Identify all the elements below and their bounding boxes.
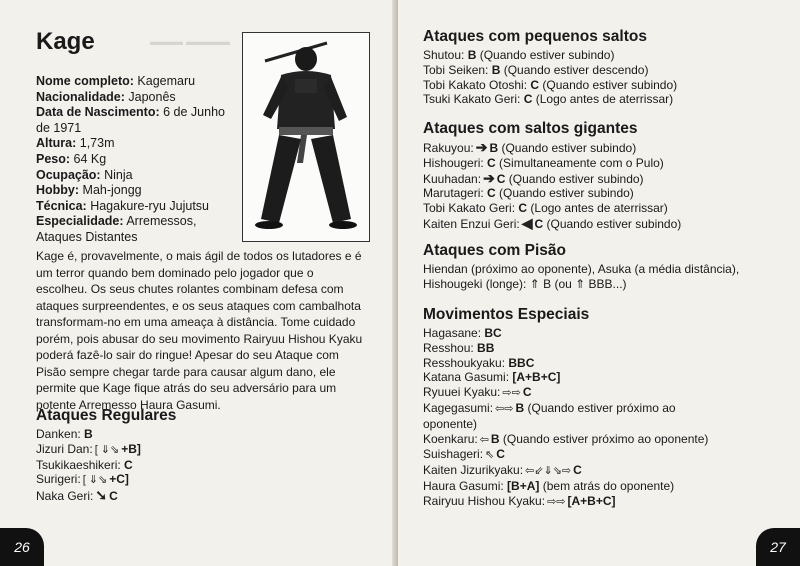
character-photo bbox=[242, 32, 370, 242]
move-note: (Quando estiver próximo ao oponente) bbox=[499, 431, 709, 446]
right-page bbox=[398, 0, 800, 566]
move-item bbox=[423, 171, 793, 187]
button-command: C bbox=[523, 92, 533, 107]
move-item bbox=[423, 479, 793, 494]
left-page bbox=[0, 0, 397, 566]
move-item bbox=[36, 458, 366, 473]
direction-arrow-icon: [ ⇓⇘ bbox=[82, 474, 108, 487]
button-command: BC bbox=[484, 326, 502, 340]
button-command: +B] bbox=[121, 441, 141, 456]
move-item bbox=[423, 92, 793, 107]
profile-row bbox=[36, 199, 242, 215]
profile-row bbox=[36, 74, 242, 90]
stomp-section bbox=[423, 242, 793, 292]
direction-arrow-icon: ◀ bbox=[521, 214, 533, 231]
move-item bbox=[423, 385, 793, 401]
move-list bbox=[423, 140, 793, 232]
button-command: B bbox=[489, 141, 499, 155]
direction-arrow-icon: ➔ bbox=[483, 169, 495, 186]
profile-label: Hobby: bbox=[36, 183, 80, 198]
direction-arrow-icon: ⇦ bbox=[479, 433, 489, 446]
profile-label: Data de Nascimento: bbox=[36, 105, 160, 120]
move-name: Haura Gasumi: bbox=[423, 478, 504, 493]
character-bio: Kage é, provavelmente, o mais ágil de todos os lutadores e é um terror quando bem dominado pelo jogador que o escolheu. Os seus chutes rolantes combinam defesa com ataques surpreendentes, e os seus ataques com cambalhota transformam-no em uma ameaça à distância. Tome cuidado porém, pois abusar do seu movimento Rairyuu Hishou Kyaku poderá fazê-lo sair do ringue! Apesar do seu Ataque com Pisão sempre chegar tarde para causar algum dano, ele permite que Kage fique atrás do seu adversário para um potente Arremesso Haura Gasumi. bbox=[36, 249, 363, 412]
move-note: (Quando estiver subindo) bbox=[539, 77, 678, 92]
move-item bbox=[423, 401, 793, 417]
move-item bbox=[423, 78, 793, 93]
button-command: B bbox=[515, 400, 525, 415]
button-command: C bbox=[109, 489, 118, 504]
move-item bbox=[423, 326, 793, 341]
profile-row bbox=[36, 168, 242, 184]
move-name: Kaiten Jizurikyaku: bbox=[423, 463, 524, 478]
profile-label: Altura: bbox=[36, 136, 77, 151]
profile-value: 64 Kg bbox=[70, 151, 107, 166]
section-heading: Ataques com pequenos saltos bbox=[423, 28, 647, 45]
move-name: Rairyuu Hishou Kyaku: bbox=[423, 493, 546, 508]
move-item bbox=[36, 427, 366, 442]
profile-value: Japonês bbox=[124, 89, 176, 104]
move-note: (Quando estiver subindo) bbox=[498, 141, 637, 155]
move-item bbox=[423, 186, 793, 201]
profile-row bbox=[36, 152, 242, 168]
profile-row bbox=[36, 90, 242, 106]
move-name: Marutageri: bbox=[423, 186, 484, 201]
move-note: (Logo antes de aterrissar) bbox=[527, 201, 668, 216]
move-item bbox=[423, 417, 793, 432]
profile-details bbox=[36, 74, 242, 246]
button-command: B bbox=[84, 427, 93, 441]
stomp-line: Hishougeki (longe): ⇑ B (ou ⇑ BBB...) bbox=[423, 276, 627, 291]
move-name: Tsuki Kakato Geri: bbox=[423, 92, 521, 107]
character-name: Kage bbox=[36, 28, 95, 55]
move-name: Koenkaru: bbox=[423, 431, 478, 446]
move-item bbox=[423, 63, 793, 78]
bleed-through-text: ▬▬▬ ▬▬▬▬ bbox=[150, 36, 231, 48]
button-command: C bbox=[496, 447, 505, 462]
move-name: Tsukikaeshikeri: bbox=[36, 457, 121, 472]
move-name: Suishageri: bbox=[423, 447, 484, 462]
special-moves-section bbox=[423, 306, 793, 510]
button-command: BBC bbox=[508, 355, 535, 370]
move-name: Hishougeri: bbox=[423, 155, 484, 170]
move-note: (Quando estiver próximo ao bbox=[524, 400, 676, 415]
button-command: B bbox=[491, 62, 501, 77]
move-name: Surigeri: bbox=[36, 472, 81, 487]
button-command: C bbox=[487, 155, 496, 170]
page-number: 26 bbox=[0, 528, 44, 566]
direction-arrow-icon: ➔ bbox=[475, 139, 488, 155]
move-list bbox=[423, 48, 793, 107]
button-command: [A+B+C] bbox=[567, 493, 616, 508]
stomp-lines bbox=[423, 262, 793, 292]
page-number: 27 bbox=[756, 528, 800, 566]
move-item bbox=[423, 356, 793, 371]
button-command: C bbox=[487, 186, 496, 201]
button-command: BB bbox=[477, 340, 495, 355]
section-heading: Ataques com Pisão bbox=[423, 242, 566, 259]
move-item bbox=[423, 156, 793, 171]
profile-row bbox=[36, 105, 242, 136]
move-name: Kuuhadan: bbox=[423, 171, 482, 186]
move-name: Resshoukyaku: bbox=[423, 355, 506, 370]
profile-row bbox=[36, 183, 242, 199]
button-command: C bbox=[124, 457, 133, 472]
move-item bbox=[423, 494, 793, 510]
move-item bbox=[36, 488, 366, 504]
direction-arrow-icon: ⇨⇨ bbox=[502, 387, 521, 400]
move-name: Kaiten Enzui Geri: bbox=[423, 216, 520, 231]
move-item bbox=[423, 432, 793, 448]
move-name: Tobi Kakato Otoshi: bbox=[423, 77, 528, 92]
profile-label: Peso: bbox=[36, 151, 71, 166]
move-item bbox=[36, 472, 366, 488]
profile-value: Arremessos, Ataques Distantes bbox=[36, 214, 197, 244]
move-name: Naka Geri: bbox=[36, 489, 94, 504]
button-command: [B+A] bbox=[507, 478, 540, 493]
direction-arrow-icon: ⇦⇙⇓⇘⇨ bbox=[525, 465, 572, 478]
profile-label: Técnica: bbox=[36, 198, 87, 213]
profile-value: Ninja bbox=[100, 167, 133, 182]
move-name: Tobi Seiken: bbox=[423, 62, 489, 77]
move-name: Jizuri Dan: bbox=[36, 441, 93, 456]
move-list bbox=[423, 326, 793, 510]
move-item bbox=[423, 140, 793, 156]
ninja-figure-image bbox=[243, 33, 369, 241]
profile-label: Nome completo: bbox=[36, 74, 134, 88]
small-jumps-section bbox=[423, 28, 793, 107]
move-name: Rakuyou: bbox=[423, 141, 474, 155]
profile-value: Hagakure-ryu Jujutsu bbox=[86, 198, 209, 213]
move-name: Danken: bbox=[36, 427, 81, 441]
move-name: Resshou: bbox=[423, 340, 474, 355]
move-name: Shutou: bbox=[423, 48, 465, 62]
profile-label: Ocupação: bbox=[36, 167, 101, 182]
move-item bbox=[423, 463, 793, 479]
section-heading: Movimentos Especiais bbox=[423, 306, 590, 323]
big-jumps-section bbox=[423, 120, 793, 232]
move-list bbox=[36, 427, 366, 504]
button-command: B bbox=[490, 431, 500, 446]
move-note: (Quando estiver subindo) bbox=[505, 171, 644, 186]
button-command: C bbox=[518, 201, 528, 216]
stomp-line: Hiendan (próximo ao oponente), Asuka (a média distância), bbox=[423, 262, 740, 276]
move-name: Hagasane: bbox=[423, 326, 482, 340]
move-item bbox=[423, 447, 793, 463]
move-name: Tobi Kakato Geri: bbox=[423, 201, 516, 216]
profile-value: Mah-jongg bbox=[79, 183, 142, 198]
section-heading: Ataques Regulares bbox=[36, 407, 177, 424]
move-note: (Quando estiver descendo) bbox=[500, 62, 649, 77]
section-heading: Ataques com saltos gigantes bbox=[423, 120, 638, 137]
move-note: (Simultaneamente com o Pulo) bbox=[495, 155, 664, 170]
regular-attacks-section bbox=[36, 407, 366, 504]
move-name: Ryuuei Kyaku: bbox=[423, 385, 501, 400]
move-item bbox=[36, 442, 366, 458]
button-command: B bbox=[467, 48, 477, 62]
move-note: (Quando estiver subindo) bbox=[476, 48, 615, 62]
profile-row bbox=[36, 214, 242, 245]
move-item bbox=[423, 48, 793, 63]
direction-arrow-icon: ⇦⇨ bbox=[495, 402, 514, 415]
move-name: Katana Gasumi: bbox=[423, 370, 510, 385]
direction-arrow-icon: [ ⇓⇘ bbox=[94, 443, 120, 456]
move-item bbox=[423, 370, 793, 385]
move-item bbox=[423, 341, 793, 356]
move-note: (bem atrás do oponente) bbox=[539, 478, 675, 493]
button-command: C bbox=[522, 385, 532, 400]
profile-label: Nacionalidade: bbox=[36, 89, 125, 104]
move-item bbox=[423, 201, 793, 216]
button-command: [A+B+C] bbox=[512, 370, 561, 385]
button-command: +C] bbox=[109, 472, 129, 487]
direction-arrow-icon: ➘ bbox=[95, 487, 108, 504]
move-item bbox=[423, 216, 793, 232]
direction-arrow-icon: ⇖ bbox=[485, 449, 495, 462]
button-command: C bbox=[573, 463, 582, 478]
direction-arrow-icon: ⇨⇨ bbox=[547, 495, 566, 508]
move-note: (Quando estiver subindo) bbox=[495, 186, 634, 201]
profile-label: Especialidade: bbox=[36, 214, 124, 229]
profile-value: 6 de Junho de 1971 bbox=[36, 105, 225, 135]
move-note: (Logo antes de aterrissar) bbox=[532, 92, 674, 107]
profile-row bbox=[36, 136, 242, 152]
button-command: C bbox=[530, 77, 540, 92]
profile-value: 1,73m bbox=[76, 136, 115, 151]
button-command: C bbox=[534, 216, 544, 231]
profile-value: Kagemaru bbox=[133, 74, 196, 88]
move-note: (Quando estiver subindo) bbox=[543, 216, 682, 231]
button-command: C bbox=[496, 171, 506, 186]
move-name: oponente) bbox=[423, 416, 478, 431]
move-name: Kagegasumi: bbox=[423, 400, 494, 415]
